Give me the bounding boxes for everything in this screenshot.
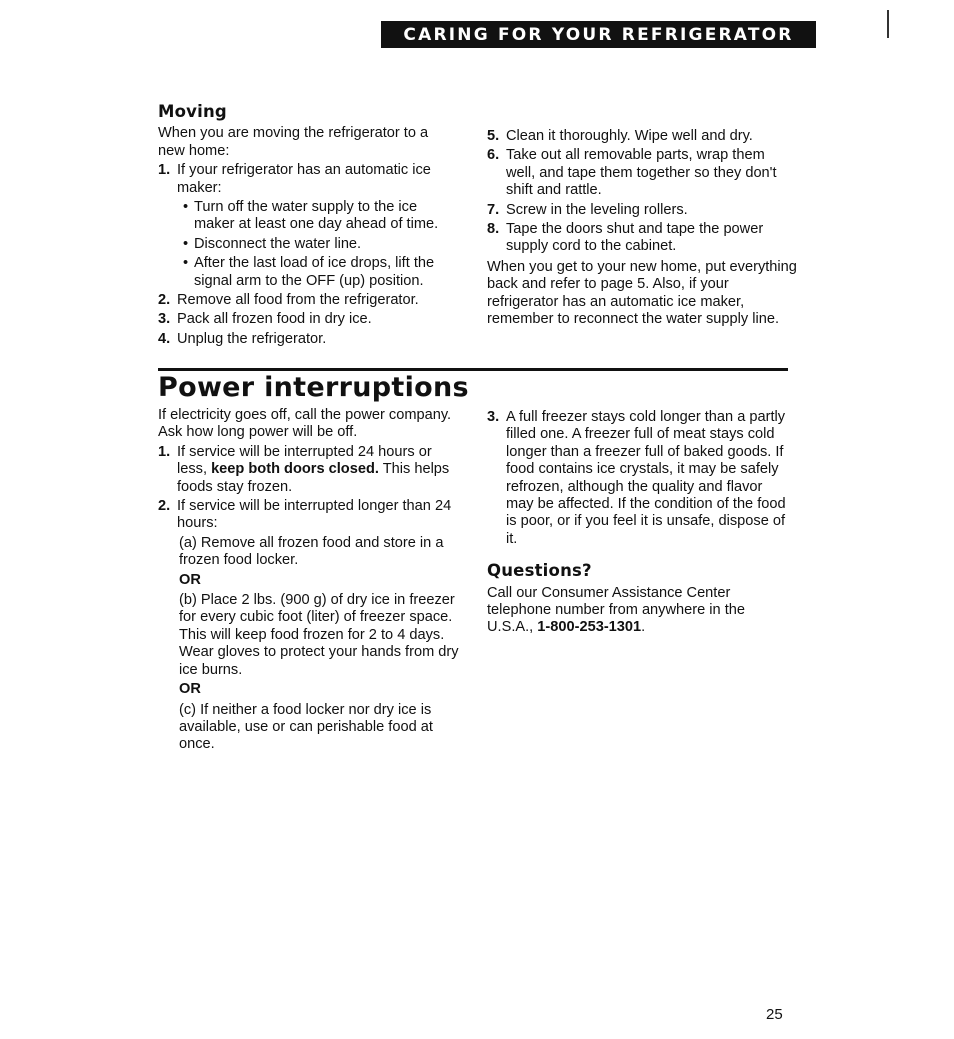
bullet-icon: •: [183, 199, 189, 216]
or-label: OR: [179, 571, 201, 588]
step-text: If your refrigerator has an automatic ice maker:: [177, 162, 431, 196]
questions-body: Call our Consumer Assistance Center telephone number from anywhere in the U.S.A.,: [487, 584, 745, 636]
questions-end: .: [641, 619, 646, 636]
step-text: If service will be interrupted longer than 24 hours:: [177, 498, 452, 532]
power-steps: [158, 444, 463, 533]
moving-left-column: [158, 103, 458, 350]
step-number: 1.: [158, 443, 171, 460]
questions-heading: Questions?: [487, 561, 592, 581]
step-number: 6.: [487, 147, 500, 164]
option-c: (c) If neither a food locker nor dry ice is available, use or can perishable food at once.: [179, 701, 433, 753]
bullet-item: [183, 199, 458, 234]
list-item: [487, 221, 797, 256]
list-item: [487, 409, 792, 548]
list-item: [158, 331, 458, 348]
power-intro: If electricity goes off, call the power company. Ask how long power will be off.: [158, 407, 452, 441]
step-text: A full freezer stays cold longer than a partly filled one. A freezer full of meat stays cold longer than a freezer full of baked goods. If food contains ice crystals, it may be safely refrozen, although the quality and flavor may be affected. If the condition of the food is poor, or if you feel it is unsafe, dispose of it.: [506, 409, 786, 547]
power-right-column: [487, 409, 792, 639]
moving-intro: When you are moving the refrigerator to a new home:: [158, 125, 429, 159]
moving-heading: Moving: [158, 102, 227, 121]
step-text: Unplug the refrigerator.: [177, 330, 327, 347]
moving-steps-left: [158, 162, 458, 348]
section-divider: [158, 368, 788, 371]
list-item: [158, 444, 463, 496]
questions-text: [487, 585, 792, 637]
list-item: [158, 311, 458, 328]
moving-steps-right: [487, 128, 797, 256]
bullet-text: Turn off the water supply to the ice maker at least one day ahead of time.: [194, 199, 439, 233]
step-text: Screw in the leveling rollers.: [506, 201, 688, 218]
step-text: Tape the doors shut and tape the power supply cord to the cabinet.: [506, 221, 764, 255]
step-number: 2.: [158, 292, 171, 309]
bullet-icon: •: [183, 235, 189, 252]
power-steps-right: [487, 409, 792, 548]
bullet-icon: •: [183, 255, 189, 272]
or-label: OR: [179, 681, 201, 698]
list-item: [487, 147, 797, 199]
step-number: 5.: [487, 128, 500, 144]
list-item: [158, 162, 458, 290]
step-number: 4.: [158, 330, 171, 347]
list-item: [158, 292, 458, 309]
bullet-text: After the last load of ice drops, lift the signal arm to the OFF (up) position.: [194, 255, 435, 289]
option-a: (a) Remove all frozen food and store in a frozen food locker.: [179, 534, 444, 569]
step-text: Clean it thoroughly. Wipe well and dry.: [506, 128, 753, 144]
step-number: 3.: [158, 311, 171, 328]
bullet-item: [183, 255, 458, 290]
step-text: If service will be interrupted 24 hours or less,: [177, 443, 432, 478]
step-text: Take out all removable parts, wrap them well, and tape them together so they don't shift and rattle.: [506, 147, 777, 199]
page-number: 25: [766, 1006, 783, 1023]
section-header: CARING FOR YOUR REFRIGERATOR: [381, 21, 816, 48]
phone-number: 1-800-253-1301: [537, 619, 642, 636]
bullet-text: Disconnect the water line.: [194, 235, 362, 252]
power-left-column: [158, 407, 463, 756]
ice-maker-bullets: [177, 199, 458, 290]
list-item: [487, 202, 797, 219]
page-edge-mark: [887, 10, 889, 38]
list-item: [158, 498, 463, 533]
step-number: 3.: [487, 409, 500, 425]
step-text: Pack all frozen food in dry ice.: [177, 311, 372, 328]
step-number: 2.: [158, 498, 171, 515]
moving-closing: When you get to your new home, put everything back and refer to page 5. Also, if your refrigerator has an automatic ice maker, remember to reconnect the water supply line.: [487, 258, 797, 328]
option-b: (b) Place 2 lbs. (900 g) of dry ice in freezer for every cubic foot (liter) of freezer space. This will keep food frozen for 2 to 4 days. Wear gloves to protect your hands from dry ice burns.: [179, 592, 459, 678]
bullet-item: [183, 236, 458, 253]
moving-right-column: [487, 128, 797, 330]
power-interruptions-heading: Power interruptions: [158, 372, 469, 403]
step-emphasis: keep both doors closed.: [211, 461, 379, 478]
step-number: 7.: [487, 201, 500, 218]
step-text: Remove all food from the refrigerator.: [177, 292, 419, 309]
step-number: 1.: [158, 162, 171, 179]
step-text-end: This helps foods stay frozen.: [177, 461, 450, 495]
list-item: [487, 128, 797, 145]
step-number: 8.: [487, 221, 500, 238]
